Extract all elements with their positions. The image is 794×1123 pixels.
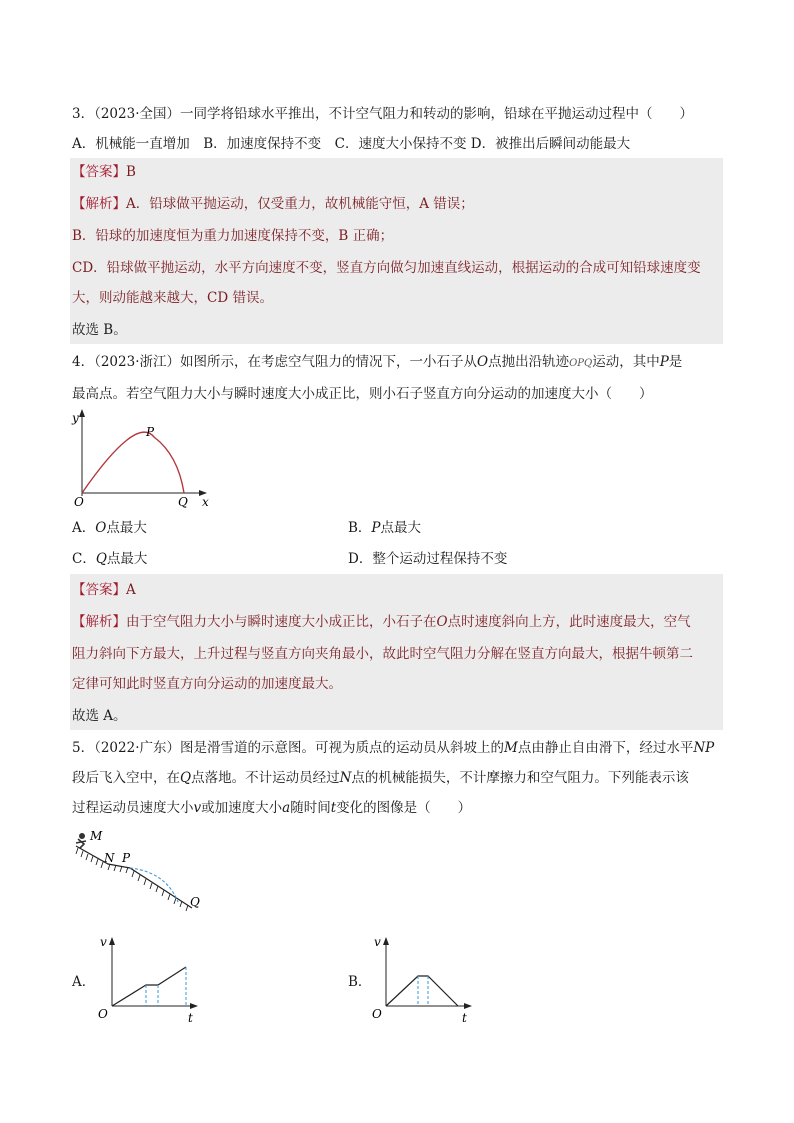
q3-analysis-4: 大，则动能越来越大，CD 错误。: [72, 290, 273, 306]
q5-option-a-label: A．: [72, 974, 96, 990]
q5-var-np: NP: [693, 740, 715, 756]
q4-stem-text: 是: [668, 354, 683, 370]
v-label: v: [100, 935, 107, 949]
t-label: t: [188, 1011, 193, 1025]
q4-option-c: [72, 549, 147, 569]
v-axis-arrow: [109, 937, 115, 945]
q4-analysis-1: [72, 612, 691, 632]
q4-analysis-3: 定律可知此时竖直方向分运动的加速度最大。: [72, 676, 342, 692]
t-label: t: [462, 1011, 467, 1025]
q5-var-n: N: [339, 770, 352, 786]
q5-var-a: a: [282, 800, 291, 816]
v-label: v: [374, 935, 381, 949]
y-label: y: [72, 411, 79, 425]
q5-stem-line2: [72, 768, 689, 788]
q5-var-t: t: [330, 800, 337, 816]
q4-var-o: O: [477, 354, 489, 370]
n-label: N: [104, 851, 115, 865]
graph-b-curve: [386, 976, 458, 1006]
q4-stem-line2: 最高点。若空气阻力大小与瞬时速度大小成正比，则小石子竖直方向分运动的加速度大小（ ）: [72, 386, 653, 402]
q5-stem-line1: [72, 738, 714, 758]
q5-var-q: Q: [180, 770, 192, 786]
option-var: Q: [95, 551, 107, 567]
analysis-text: 点时速度斜向上方，此时速度最大，空气: [447, 614, 691, 630]
q-label: Q: [178, 495, 188, 509]
q5-var-m: M: [504, 740, 518, 756]
answer-value: B: [126, 164, 136, 180]
q4-answer: [72, 580, 136, 600]
o-label: O: [372, 1007, 382, 1021]
q5-stem-text: 变化的图像是（ ）: [336, 800, 472, 816]
q5-stem-text: 段后飞入空中，在: [72, 770, 180, 786]
q5-stem-text: 5．（2022·广东）图是滑雪道的示意图。可视为质点的运动员从斜坡上的: [72, 740, 504, 756]
q4-var-opq: OPQ: [569, 358, 593, 369]
q5-graph-a: [94, 930, 204, 1026]
graph-a-curve: [112, 967, 186, 1006]
slope-hatching: [76, 848, 188, 911]
option-var: P: [371, 520, 381, 536]
p-label: P: [122, 851, 131, 865]
option-text: 点最大: [380, 520, 422, 536]
m-label: M: [90, 829, 103, 843]
q5-stem-text: 点的机械能损失，不计摩擦力和空气阻力。下列能表示该: [351, 770, 689, 786]
q3-answer-block: [70, 158, 723, 344]
answer-tag: 【答案】: [72, 164, 126, 180]
analysis-tag: 【解析】: [72, 614, 126, 630]
option-var: O: [95, 520, 107, 536]
q4-option-d: D．整个运动过程保持不变: [348, 551, 508, 567]
q5-stem-text: 点落地。不计运动员经过: [191, 770, 340, 786]
q4-stem-text: 运动，其中: [592, 354, 660, 370]
answer-value: A: [126, 582, 136, 598]
q3-options: A．机械能一直增加 B．加速度保持不变 C．速度大小保持不变 D．被推出后瞬间动能最大: [72, 136, 631, 152]
ski-slope-line: [76, 846, 192, 908]
q4-analysis-2: 阻力斜向下方最大，上升过程与竖直方向夹角最小，故此时空气阻力分解在竖直方向最大，根据牛顿第二: [72, 646, 693, 662]
q5-ski-track-figure: [68, 826, 218, 922]
q5-stem-text: 过程运动员速度大小: [72, 800, 194, 816]
q3-analysis-1: [72, 194, 474, 214]
option-text: 点最大: [106, 520, 147, 536]
option-text: 点最大: [106, 551, 148, 567]
skier-icon: [76, 833, 86, 848]
option-prefix: A．: [72, 520, 96, 536]
q5-stem-text: 或加速度大小: [201, 800, 283, 816]
analysis-text: 由于空气阻力大小与瞬时速度大小成正比，小石子在: [126, 614, 437, 630]
q5-stem-line3: [72, 798, 471, 818]
y-axis-arrow: [79, 409, 85, 417]
q-label: Q: [190, 895, 200, 909]
q4-stem-text: 4．（2023·浙江）如图所示，在考虑空气阻力的情况下，一小石子从: [72, 354, 477, 370]
option-prefix: C．: [72, 551, 96, 567]
answer-tag: 【答案】: [72, 582, 126, 598]
t-axis-arrow: [190, 1003, 198, 1009]
q4-stem-line1: [72, 352, 682, 374]
t-axis-arrow: [464, 1003, 472, 1009]
q3-stem: 3．（2023·全国）一同学将铅球水平推出，不计空气阻力和转动的影响，铅球在平抛运动过程中（ ）: [72, 106, 693, 122]
q5-stem-text: 点由静止自由滑下，经过水平: [517, 740, 694, 756]
q4-option-a: [72, 518, 147, 538]
q4-var-p: P: [659, 354, 669, 370]
o-label: O: [98, 1007, 108, 1021]
q4-conclusion: 故选 A。: [72, 708, 127, 724]
q3-analysis-2: B．铅球的加速度恒为重力加速度保持不变，B 正确；: [72, 228, 394, 244]
q4-trajectory-figure: [66, 405, 216, 517]
q3-conclusion: 故选 B。: [72, 322, 127, 338]
trajectory-curve: [82, 432, 184, 493]
q3-analysis-3: CD．铅球做平抛运动，水平方向速度不变，竖直方向做匀加速直线运动，根据运动的合成可知铅球速度变: [72, 260, 701, 276]
analysis-var: O: [436, 614, 448, 630]
option-prefix: B．: [348, 520, 372, 536]
q5-stem-text: 随时间: [290, 800, 331, 816]
q5-graph-b: [368, 930, 478, 1026]
q3-answer: [72, 162, 136, 182]
q4-option-b: [348, 518, 421, 538]
q4-stem-text: 点抛出沿轨迹: [488, 354, 570, 370]
v-axis-arrow: [383, 937, 389, 945]
origin-label: O: [74, 495, 84, 509]
analysis-text: A．铅球做平抛运动，仅受重力，故机械能守恒，A 错误；: [126, 196, 474, 212]
analysis-tag: 【解析】: [72, 196, 126, 212]
x-label: x: [202, 495, 209, 509]
q5-var-v: v: [193, 800, 202, 816]
q5-option-b-label: B．: [348, 974, 372, 990]
p-label: P: [146, 425, 155, 439]
